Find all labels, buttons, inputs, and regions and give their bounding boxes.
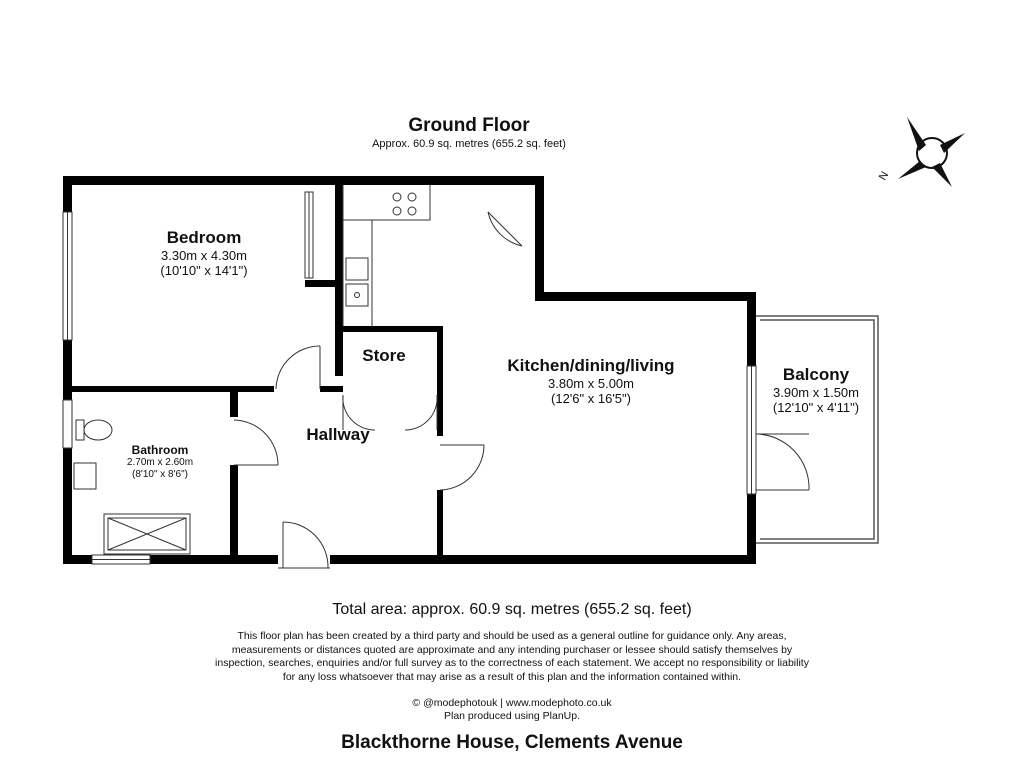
- compass-icon: [898, 117, 965, 187]
- disclaimer-line: measurements or distances quoted are approximate and any intending purchaser or lessee should satisfy themselves by: [231, 643, 793, 656]
- room-name: Bathroom: [131, 443, 189, 457]
- room-dimensions-metric: 3.30m x 4.30m: [161, 248, 247, 263]
- room-dimensions-imperial: (10'10" x 14'1"): [160, 263, 248, 278]
- room-dimensions-imperial: (12'6" x 16'5"): [551, 391, 631, 406]
- room-dimensions-metric: 3.90m x 1.50m: [773, 385, 859, 400]
- balcony-label: [756, 365, 876, 415]
- total-area: Total area: approx. 60.9 sq. metres (655.2 sq. feet): [332, 601, 692, 618]
- balcony-outline: [756, 316, 878, 543]
- kitchen-fittings: [343, 185, 430, 326]
- room-dimensions-metric: 2.70m x 2.60m: [126, 457, 194, 468]
- disclaimer-line: This floor plan has been created by a third party and should be used as a general outline for guidance only. Any areas,: [237, 630, 787, 642]
- produced-line: Plan produced using PlanUp.: [443, 710, 580, 722]
- store-label: Store: [362, 346, 406, 365]
- room-dimensions-metric: 3.80m x 5.00m: [548, 376, 634, 391]
- property-address: Blackthorne House, Clements Avenue: [341, 732, 683, 753]
- credit-line: © @modephotouk | www.modephoto.co.uk: [412, 697, 612, 709]
- room-name: Bedroom: [166, 228, 242, 247]
- room-name: Kitchen/dining/living: [507, 356, 675, 375]
- disclaimer-line: for any loss whatsoever that may arise as a result of this plan and the information contained within.: [282, 670, 742, 683]
- plan-subtitle: Approx. 60.9 sq. metres (655.2 sq. feet): [372, 138, 566, 150]
- room-dimensions-imperial: (8'10" x 8'6"): [132, 469, 188, 480]
- room-dimensions-imperial: (12'10" x 4'11"): [772, 400, 860, 415]
- disclaimer-line: inspection, searches, enquiries and/or full survey as to the correctness of each statement. We accept no responsibility or liability: [215, 657, 809, 669]
- compass-north-label: N: [876, 169, 892, 183]
- disclaimer: [150, 630, 874, 684]
- plan-title: Ground Floor: [408, 115, 530, 136]
- kitchen-label: [482, 356, 700, 406]
- credit: [312, 697, 712, 723]
- bathroom-fittings: [74, 420, 190, 554]
- hallway-label: Hallway: [306, 425, 370, 444]
- bedroom-label: [124, 228, 284, 278]
- room-name: Balcony: [782, 365, 850, 384]
- bathroom-label: [110, 443, 210, 481]
